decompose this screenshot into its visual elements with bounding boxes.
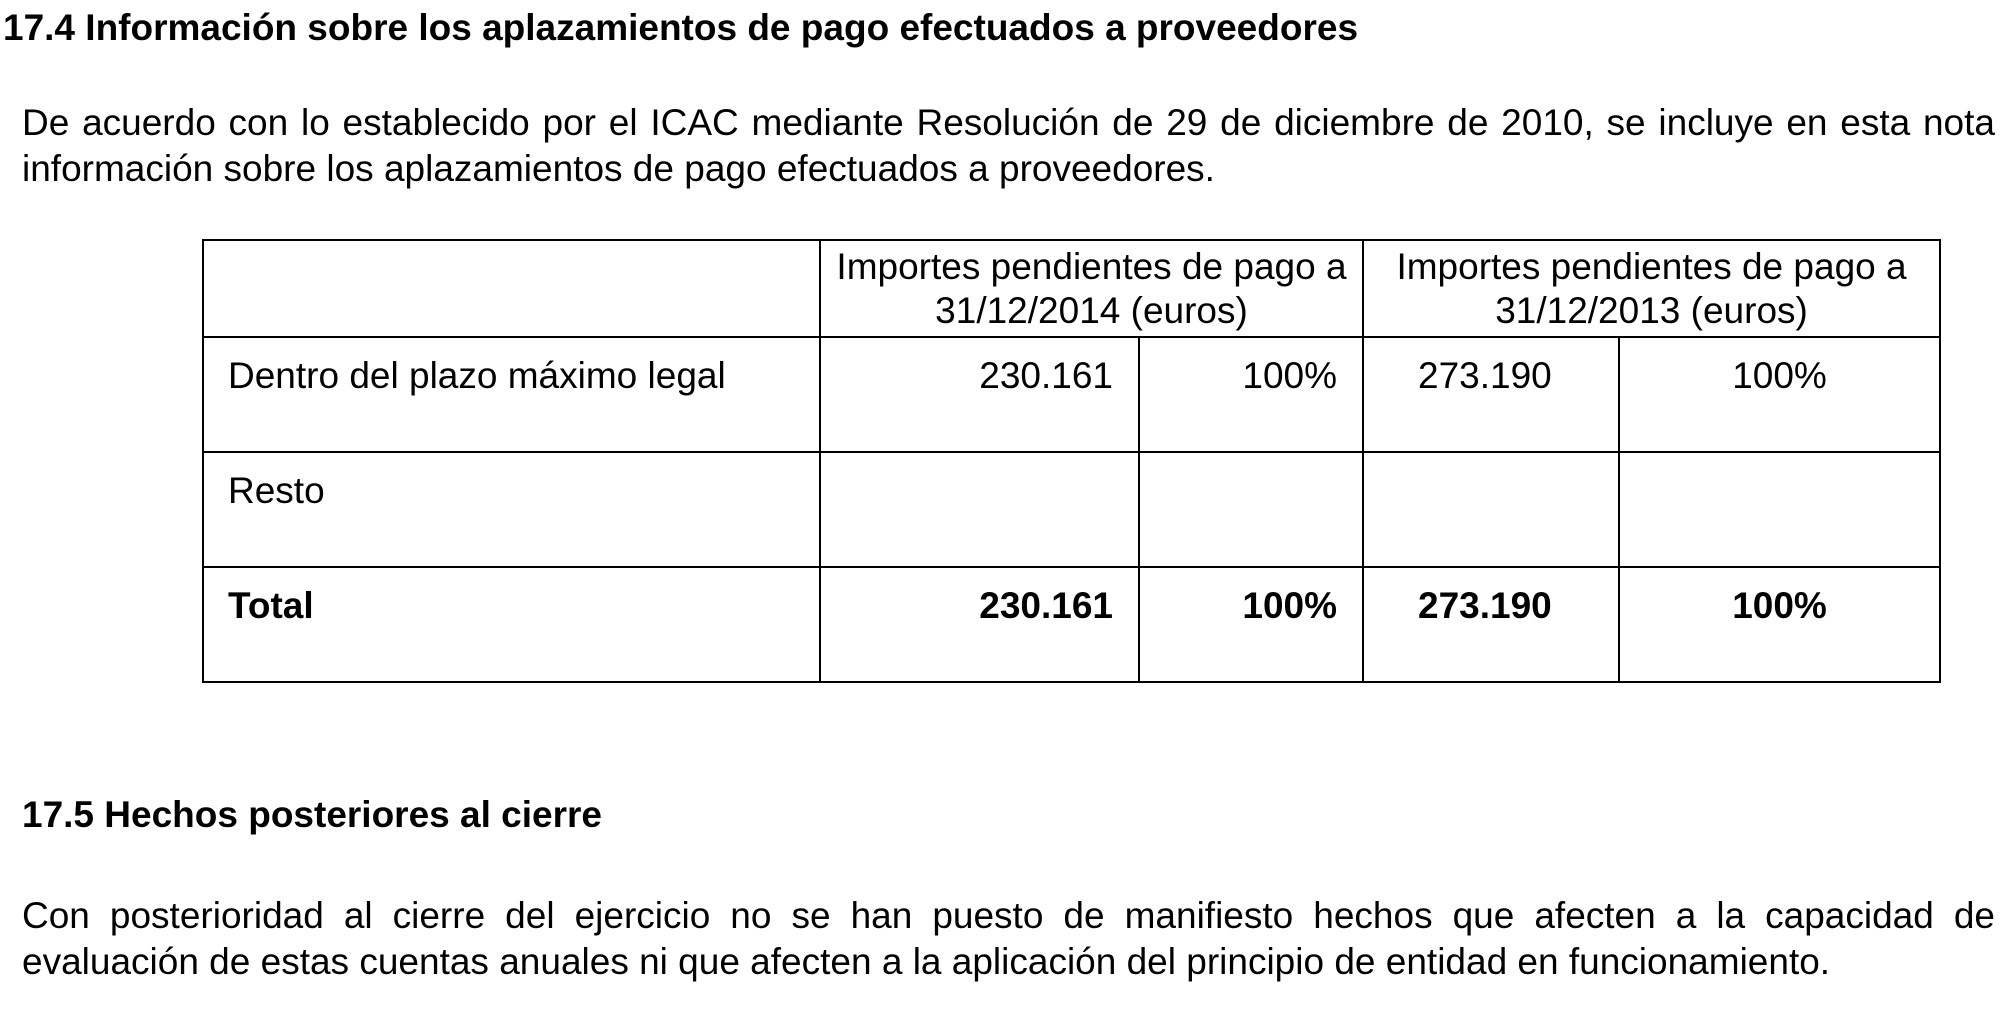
payment-deferral-table [202, 239, 1941, 683]
row-label: Dentro del plazo máximo legal [203, 337, 820, 452]
percent-2014-cell [1139, 452, 1363, 567]
percent-2013-cell: 100% [1619, 337, 1940, 452]
table-row [203, 452, 1940, 567]
percent-2014-cell: 100% [1139, 567, 1363, 682]
amount-2013-cell: 273.190 [1363, 567, 1619, 682]
amount-2014-cell: 230.161 [820, 567, 1139, 682]
column-header-2014: Importes pendientes de pago a 31/12/2014 (euros) [820, 240, 1363, 337]
percent-2013-cell: 100% [1619, 567, 1940, 682]
table-row-total [203, 567, 1940, 682]
table-row [203, 337, 1940, 452]
amount-2013-cell: 273.190 [1363, 337, 1619, 452]
table-header-row [203, 240, 1940, 337]
percent-2014-cell: 100% [1139, 337, 1363, 452]
amount-2013-cell [1363, 452, 1619, 567]
amount-2014-cell: 230.161 [820, 337, 1139, 452]
section-17-4-paragraph: De acuerdo con lo establecido por el ICAC mediante Resolución de 29 de diciembre de 2010, se incluye en esta nota información sobre los aplazamientos de pago efectuados a proveedores. [22, 102, 1995, 189]
empty-header-cell [203, 240, 820, 337]
amount-2014-cell [820, 452, 1139, 567]
section-17-5-paragraph: Con posterioridad al cierre del ejercicio no se han puesto de manifiesto hechos que afecten a la capacidad de evaluación de estas cuentas anuales ni que afecten a la aplicación del principio de entidad en funcionamiento. [22, 895, 1995, 982]
percent-2013-cell [1619, 452, 1940, 567]
column-header-2013: Importes pendientes de pago a 31/12/2013 (euros) [1363, 240, 1940, 337]
row-label: Resto [203, 452, 820, 567]
section-heading-17-5: 17.5 Hechos posteriores al cierre [22, 794, 602, 835]
section-heading-17-4: 17.4 Información sobre los aplazamientos de pago efectuados a proveedores [3, 7, 1359, 48]
row-label: Total [203, 567, 820, 682]
